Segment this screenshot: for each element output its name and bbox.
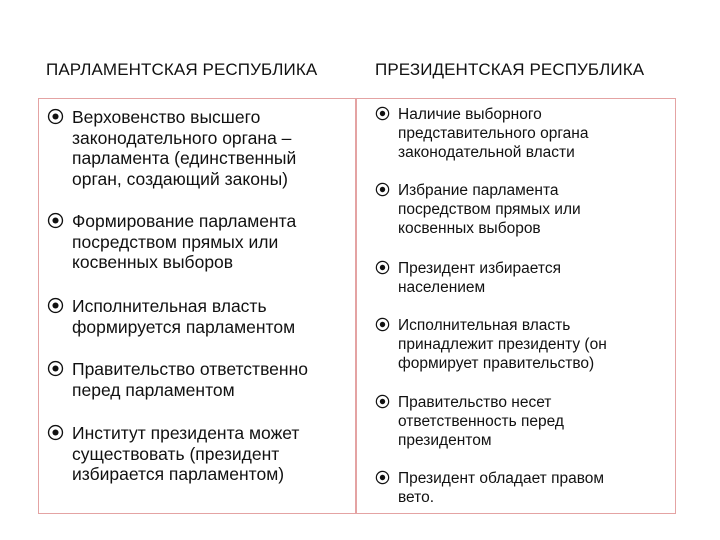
sun-bullet-icon — [375, 182, 390, 197]
list-item-text: Избрание парламента посредством прямых или косвенных выборов — [398, 182, 581, 237]
sun-bullet-icon — [47, 108, 64, 125]
sun-bullet-icon — [47, 212, 64, 229]
sun-bullet-icon — [375, 106, 390, 121]
list-item-text: Правительство несет ответственность перед президентом — [398, 394, 564, 449]
list-item — [375, 105, 588, 162]
list-item-text: Президент обладает правом вето. — [398, 470, 605, 506]
list-item-text: Верховенство высшего законодательного органа – парламента (единственный орган, создающий законы) — [72, 107, 297, 189]
sun-bullet-icon — [47, 297, 64, 314]
list-item — [375, 393, 564, 450]
list-item-text: Правительство ответственно перед парламентом — [72, 359, 308, 400]
parliamentary-features-panel — [38, 98, 356, 514]
list-item-text: Институт президента может существовать (президент избирается парламентом) — [72, 423, 300, 484]
parliamentary-republic-heading: ПАРЛАМЕНТСКАЯ РЕСПУБЛИКА — [46, 60, 318, 79]
list-item-text: Наличие выборного представительного органа законодательной власти — [398, 106, 589, 161]
list-item — [375, 181, 581, 238]
list-item — [47, 359, 308, 400]
sun-bullet-icon — [375, 470, 390, 485]
list-item — [375, 259, 561, 297]
list-item — [47, 211, 296, 273]
list-item-text: Формирование парламента посредством прямых или косвенных выборов — [72, 211, 297, 272]
sun-bullet-icon — [375, 317, 390, 332]
sun-bullet-icon — [375, 260, 390, 275]
sun-bullet-icon — [375, 394, 390, 409]
sun-bullet-icon — [47, 360, 64, 377]
list-item-text: Исполнительная власть принадлежит президенту (он формирует правительство) — [398, 317, 607, 372]
list-item-text: Исполнительная власть формируется парламентом — [72, 296, 296, 337]
list-item — [375, 469, 604, 507]
list-item — [47, 423, 299, 485]
list-item — [47, 296, 295, 337]
list-item — [47, 107, 296, 189]
list-item — [375, 316, 607, 373]
sun-bullet-icon — [47, 424, 64, 441]
list-item-text: Президент избирается населением — [398, 260, 561, 296]
presidential-features-panel — [356, 98, 676, 514]
presidential-republic-heading: ПРЕЗИДЕНТСКАЯ РЕСПУБЛИКА — [375, 60, 645, 79]
